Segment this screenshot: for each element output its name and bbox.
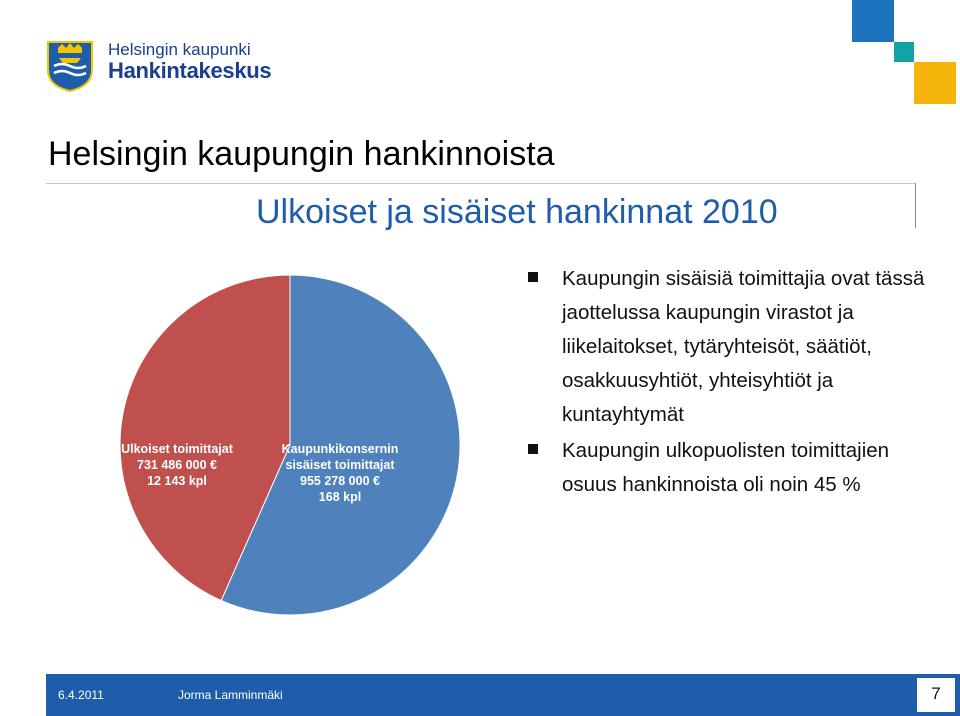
bullet-marker-icon <box>528 444 538 454</box>
bullet-list <box>524 262 934 504</box>
footer-date: 6.4.2011 <box>58 688 104 702</box>
bullet-text-external-share: Kaupungin ulkopuolisten toimittajien osuus hankinnoista oli noin 45 % <box>562 439 890 496</box>
logo-unit-name: Hankintakeskus <box>108 58 272 83</box>
page-title: Helsingin kaupungin hankinnoista <box>48 135 555 173</box>
helsinki-crest-icon <box>46 40 94 92</box>
data-label-internal-line: 955 278 000 € <box>300 474 380 488</box>
data-label-internal-line: 168 kpl <box>318 490 362 504</box>
page-number: 7 <box>931 684 941 703</box>
title-divider <box>46 183 916 184</box>
logo-city-name: Helsingin kaupunki <box>108 40 251 59</box>
data-label-external-line: 12 143 kpl <box>147 474 207 488</box>
decorative-teal-square <box>894 42 914 62</box>
data-label-external-line: 731 486 000 € <box>137 458 217 472</box>
bullet-item <box>524 434 934 502</box>
title-divider-edge <box>915 183 916 228</box>
footer-author: Jorma Lamminmäki <box>178 688 283 702</box>
bullet-marker-icon <box>528 272 538 282</box>
decorative-yellow-square <box>914 62 956 104</box>
page-subtitle: Ulkoiset ja sisäiset hankinnat 2010 <box>256 193 778 231</box>
bullet-text-internal-suppliers: Kaupungin sisäisiä toimittajia ovat tässä jaottelussa kaupungin virastot ja liikelaitokset, tytäryhteisöt, säätiöt, osakkuusyhtiöt, yhteisyhtiöt ja kuntayhtymät <box>562 267 925 426</box>
data-label-external-line: Ulkoiset toimittajat <box>121 442 233 456</box>
hankintakeskus-logo <box>46 40 306 92</box>
bullet-item <box>524 262 934 432</box>
decorative-blue-square <box>852 0 894 42</box>
footer-left-margin <box>0 674 46 716</box>
purchases-pie-chart <box>100 260 480 630</box>
data-label-internal-line: Kaupunkikonsernin <box>281 442 399 456</box>
data-label-internal-line: sisäiset toimittajat <box>285 458 395 472</box>
